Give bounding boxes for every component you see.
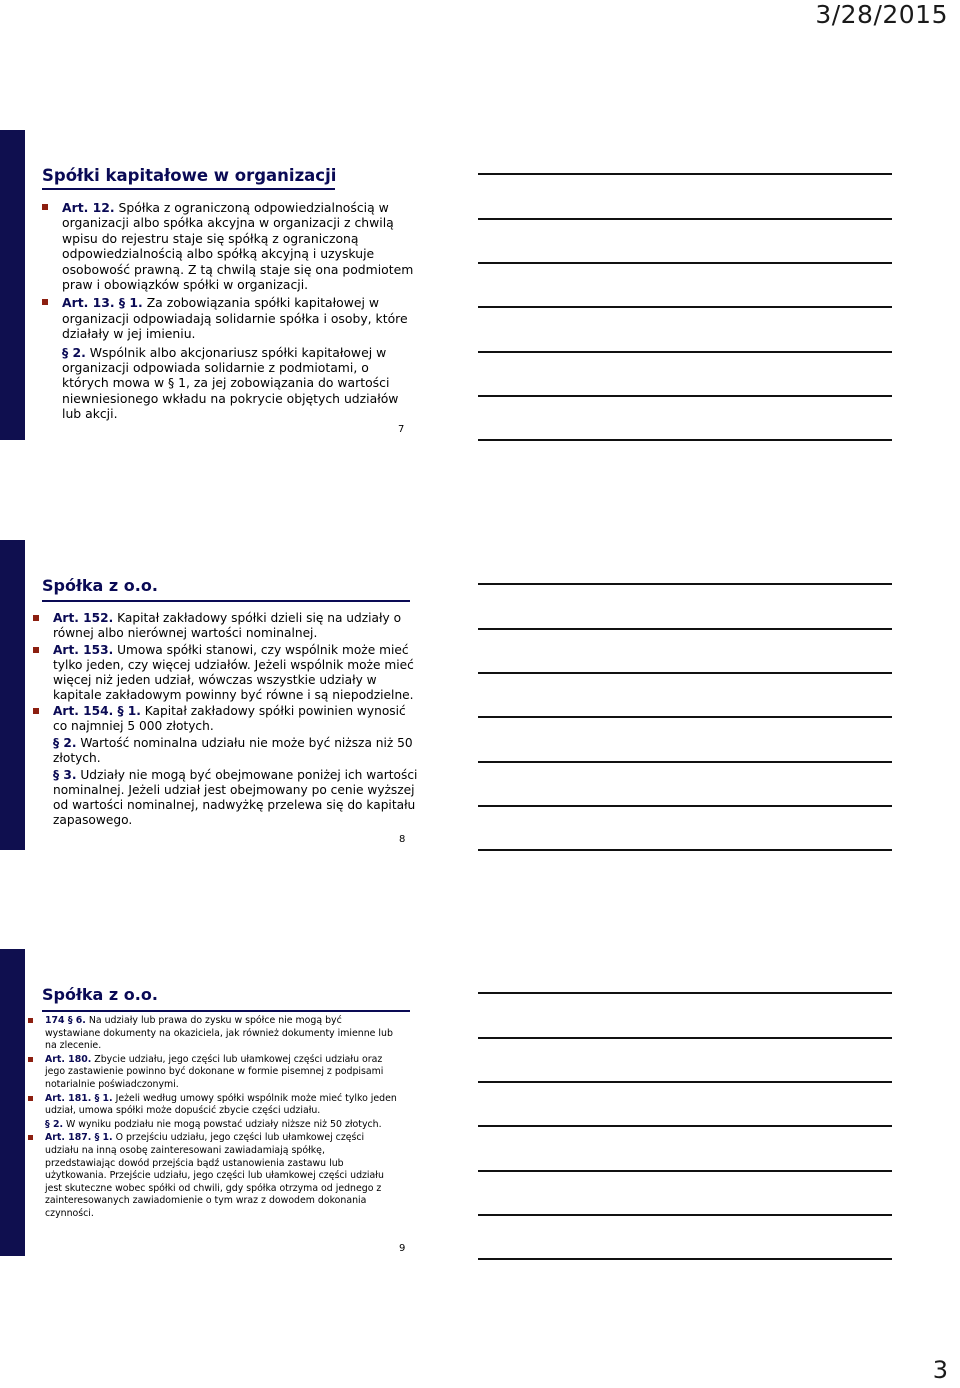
list-item bbox=[33, 643, 418, 703]
article-text: Udziały nie mogą być obejmowane poniżej ich wartości nominalnej. Jeżeli udział jest obejmowany po cenie wyższej od wartości nominalnej, nadwyżkę przelewa się do kapitału zapasowego. bbox=[53, 768, 418, 827]
article-text: W wyniku podziału nie mogą powstać udziały niższe niż 50 złotych. bbox=[63, 1118, 382, 1130]
slide-accent-bar bbox=[0, 540, 25, 850]
square-bullet-icon bbox=[33, 647, 39, 653]
title-underline bbox=[42, 1010, 410, 1012]
slide-number: 8 bbox=[399, 834, 406, 845]
article-number: Art. 12. bbox=[62, 200, 115, 215]
article-text: Wspólnik albo akcjonariusz spółki kapitałowej w organizacji odpowiada solidarnie z podmiotami, o których mowa w § 1, za jej zobowiązania do wartości niewniesionego wkładu na pokrycie objętych udziałów lub akcji. bbox=[62, 344, 399, 422]
list-item bbox=[28, 1015, 398, 1053]
slide-content bbox=[42, 200, 417, 422]
note-line bbox=[478, 583, 892, 585]
list-item bbox=[28, 1119, 398, 1132]
note-line bbox=[478, 672, 892, 674]
slide-content bbox=[33, 611, 418, 830]
square-bullet-icon bbox=[28, 1096, 33, 1101]
article-number: 174 § 6. bbox=[45, 1015, 86, 1026]
article-text: Wartość nominalna udziału nie może być niższa niż 50 złotych. bbox=[53, 736, 413, 766]
note-line bbox=[478, 1214, 892, 1216]
slide-8 bbox=[0, 540, 420, 850]
slide-accent-bar bbox=[0, 130, 25, 440]
article-text: Jeżeli według umowy spółki wspólnik może mieć tylko jeden udział, umowa spółki może dopuścić zbycie części udziału. bbox=[45, 1092, 397, 1117]
note-line bbox=[478, 1170, 892, 1172]
article-text: Kapitał zakładowy spółki dzieli się na udziały o równej albo nierównej wartości nominalnej. bbox=[53, 611, 402, 640]
slide-7 bbox=[0, 130, 420, 440]
article-text: O przejściu udziału, jego części lub ułamkowej części udziału na inną osobę zainteresowani zawiadamiają spółkę, przedstawiając dowód przejścia bądź ustanowienia zastawu lub użytkowania. Przejście udziału, jego części lub ułamkowej części udziału jest skuteczne wobec spółki od chwili, gdy spółka otrzyma od jednego z zainteresowanych zawiadomienie o tym wraz z dowodem dokonania czynności. bbox=[45, 1132, 384, 1219]
list-item bbox=[42, 295, 417, 341]
list-item bbox=[33, 736, 418, 766]
slide-title: Spółka z o.o. bbox=[42, 985, 158, 1004]
article-number: Art. 187. § 1. bbox=[45, 1132, 113, 1144]
note-line bbox=[478, 761, 892, 763]
list-item bbox=[33, 704, 418, 734]
paragraph-number: § 2. bbox=[45, 1118, 64, 1130]
article-number: Art. 180. bbox=[45, 1053, 92, 1065]
note-line bbox=[478, 716, 892, 718]
note-line bbox=[478, 218, 892, 220]
note-line bbox=[478, 1081, 892, 1083]
square-bullet-icon bbox=[42, 299, 48, 305]
article-number: Art. 154. § 1. bbox=[53, 704, 141, 719]
note-line bbox=[478, 262, 892, 264]
article-text: Kapitał zakładowy spółki powinien wynosić co najmniej 5 000 złotych. bbox=[53, 704, 406, 734]
list-item bbox=[33, 768, 418, 828]
paragraph-number: § 3. bbox=[53, 768, 77, 783]
slide-number: 7 bbox=[398, 424, 405, 435]
square-bullet-icon bbox=[33, 708, 39, 714]
article-text: Spółka z ograniczoną odpowiedzialnością w organizacji albo spółka akcyjna w organizacji z chwilą wpisu do rejestru staje się spółką z ograniczoną odpowiedzialnością albo spółką akcyjną i uzyskuje osobowość prawną. Z tą chwilą staje się ona podmiotem praw i obowiązków spółki w organizacji. bbox=[62, 200, 414, 293]
article-number: Art. 153. bbox=[53, 642, 114, 657]
paragraph-number: § 2. bbox=[53, 736, 77, 751]
title-underline bbox=[42, 600, 410, 602]
note-line bbox=[478, 849, 892, 851]
note-line bbox=[478, 992, 892, 994]
article-text: Zbycie udziału, jego części lub ułamkowej części udziału oraz jego zastawienie powinno być dokonane w formie pisemnej z podpisami notarialnie poświadczonymi. bbox=[45, 1053, 384, 1090]
note-line bbox=[478, 306, 892, 308]
square-bullet-icon bbox=[42, 204, 48, 210]
paragraph-number: § 2. bbox=[62, 344, 86, 360]
note-line bbox=[478, 628, 892, 630]
square-bullet-icon bbox=[28, 1018, 33, 1023]
note-line bbox=[478, 439, 892, 441]
article-text: Za zobowiązania spółki kapitałowej w organizacji odpowiadają solidarnie spółka i osoby, które działały w jej imieniu. bbox=[62, 295, 408, 342]
slide-accent-bar bbox=[0, 949, 25, 1256]
list-item bbox=[28, 1054, 398, 1092]
article-number: Art. 13. § 1. bbox=[62, 295, 143, 311]
square-bullet-icon bbox=[28, 1057, 33, 1062]
note-line bbox=[478, 1037, 892, 1039]
square-bullet-icon bbox=[33, 615, 39, 621]
note-line bbox=[478, 395, 892, 397]
slide-number: 9 bbox=[399, 1243, 406, 1254]
article-text: Umowa spółki stanowi, czy wspólnik może mieć tylko jeden, czy więcej udziałów. Jeżeli wspólnik może mieć więcej niż jeden udział, wówczas wszystkie udziały w kapitale zakładowym powinny być równe i są niepodzielne. bbox=[53, 642, 414, 702]
slide-9 bbox=[0, 949, 420, 1256]
list-item bbox=[42, 200, 417, 292]
list-item bbox=[28, 1093, 398, 1118]
list-item bbox=[42, 345, 417, 422]
note-line bbox=[478, 1258, 892, 1260]
square-bullet-icon bbox=[28, 1135, 33, 1140]
slide-content bbox=[28, 1015, 398, 1222]
article-number: Art. 181. § 1. bbox=[45, 1092, 113, 1104]
note-line bbox=[478, 173, 892, 175]
slide-title: Spółka z o.o. bbox=[42, 576, 158, 595]
list-item bbox=[33, 611, 418, 641]
note-line bbox=[478, 1125, 892, 1127]
slide-title: Spółki kapitałowe w organizacji bbox=[42, 166, 337, 185]
print-date: 3/28/2015 bbox=[815, 0, 948, 29]
title-underline bbox=[42, 188, 335, 190]
note-line bbox=[478, 805, 892, 807]
article-number: Art. 152. bbox=[53, 611, 114, 625]
note-line bbox=[478, 351, 892, 353]
article-text: Na udziały lub prawa do zysku w spółce nie mogą być wystawiane dokumenty na okaziciela, jak również dokumenty imienne lub na zlecenie. bbox=[45, 1015, 393, 1052]
list-item bbox=[28, 1132, 398, 1220]
page-number: 3 bbox=[932, 1356, 948, 1384]
